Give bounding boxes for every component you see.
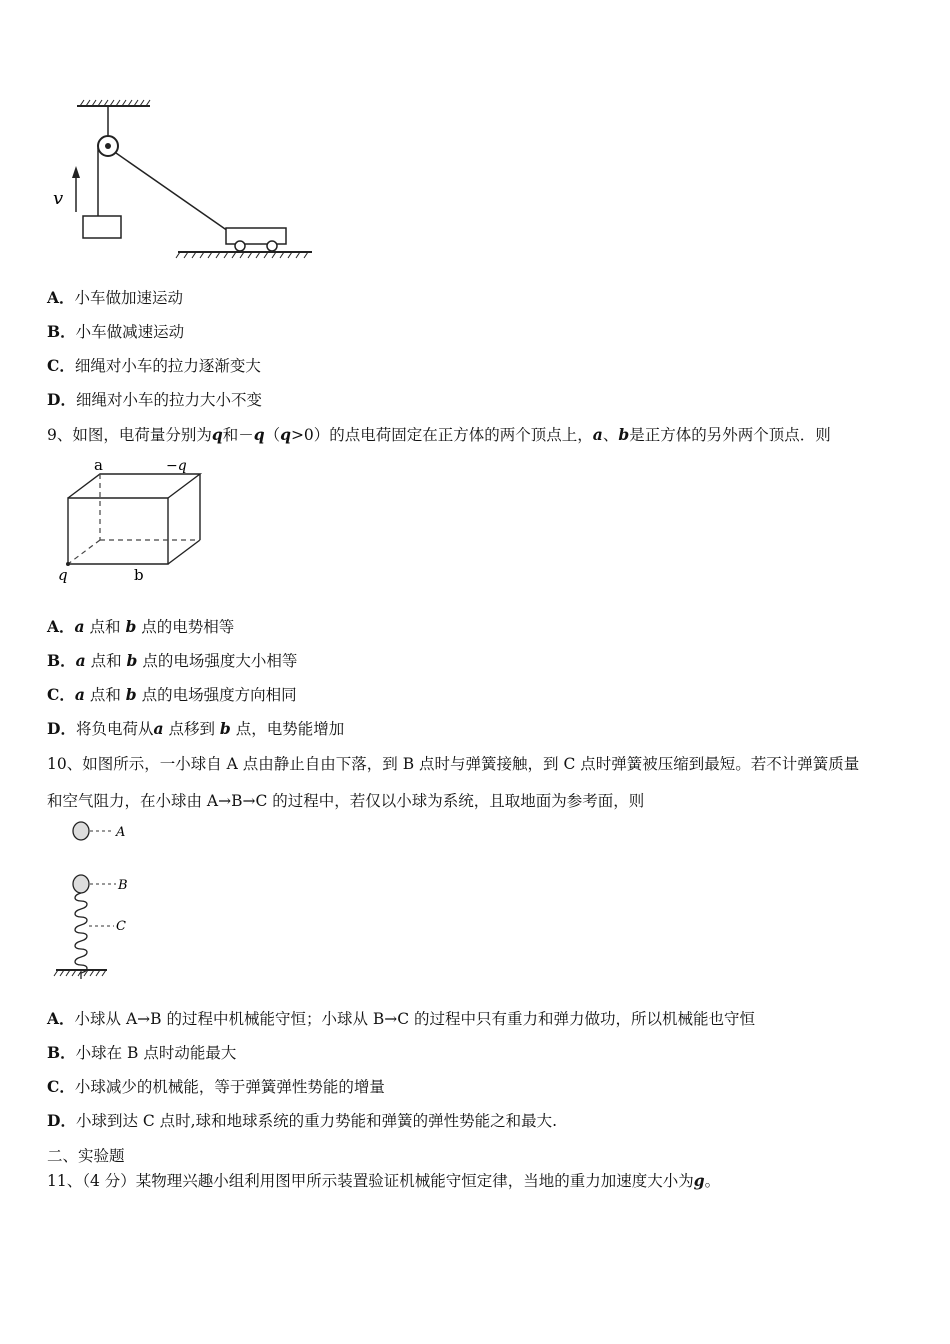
- label-b: B: [118, 878, 128, 893]
- q9-option-b: B．a 点和 b 点的电场强度大小相等: [47, 651, 298, 670]
- label-c: C: [116, 919, 126, 934]
- q8-option-c: C．细绳对小车的拉力逐渐变大: [47, 356, 261, 375]
- cube-figure: [52, 456, 202, 586]
- q8-option-d: D．细绳对小车的拉力大小不变: [47, 390, 262, 409]
- q9-option-c: C．a 点和 b 点的电场强度方向相同: [47, 685, 297, 704]
- q10-option-c: C．小球减少的机械能，等于弹簧弹性势能的增量: [47, 1077, 385, 1096]
- cube-label-b: b: [134, 566, 144, 584]
- q8-option-b: B．小车做减速运动: [47, 322, 185, 341]
- q8-option-a: A．小车做加速运动: [47, 288, 184, 307]
- pulley-cart-figure: [50, 98, 320, 268]
- q9-option-a: A．a 点和 b 点的电势相等: [47, 617, 235, 636]
- q11-stem: 11、（4 分）某物理兴趣小组利用图甲所示装置验证机械能守恒定律，当地的重力加速度大小为g。: [47, 1171, 721, 1190]
- q10-stem-line2: 和空气阻力，在小球由 A→B→C 的过程中，若仅以小球为系统，且取地面为参考面，则: [47, 792, 645, 810]
- velocity-label: v: [53, 188, 64, 209]
- q10-stem-line1: 10、如图所示，一小球自 A 点由静止自由下落，到 B 点时与弹簧接触，到 C 点时弹簧被压缩到最短。若不计弹簧质量: [47, 755, 860, 773]
- label-a: A: [116, 825, 126, 840]
- q9-stem: 9、如图，电荷量分别为q和－q（q>0）的点电荷固定在正方体的两个顶点上，a、b是正方体的另外两个顶点．则: [47, 425, 831, 444]
- section-title: 二、实验题: [47, 1147, 125, 1165]
- cube-label-a: a: [94, 456, 103, 474]
- ball-spring-figure: [52, 818, 152, 983]
- q10-option-b: B．小球在 B 点时动能最大: [47, 1043, 237, 1062]
- q9-option-d: D．将负电荷从a 点移到 b 点，电势能增加: [47, 719, 345, 738]
- q10-option-a: A．小球从 A→B 的过程中机械能守恒；小球从 B→C 的过程中只有重力和弹力做功，所以机械能也守恒: [47, 1009, 756, 1028]
- q10-option-d: D．小球到达 C 点时,球和地球系统的重力势能和弹簧的弹性势能之和最大.: [47, 1111, 558, 1130]
- cube-label-minus-q: −q: [166, 458, 187, 474]
- cube-label-q: q: [58, 566, 68, 584]
